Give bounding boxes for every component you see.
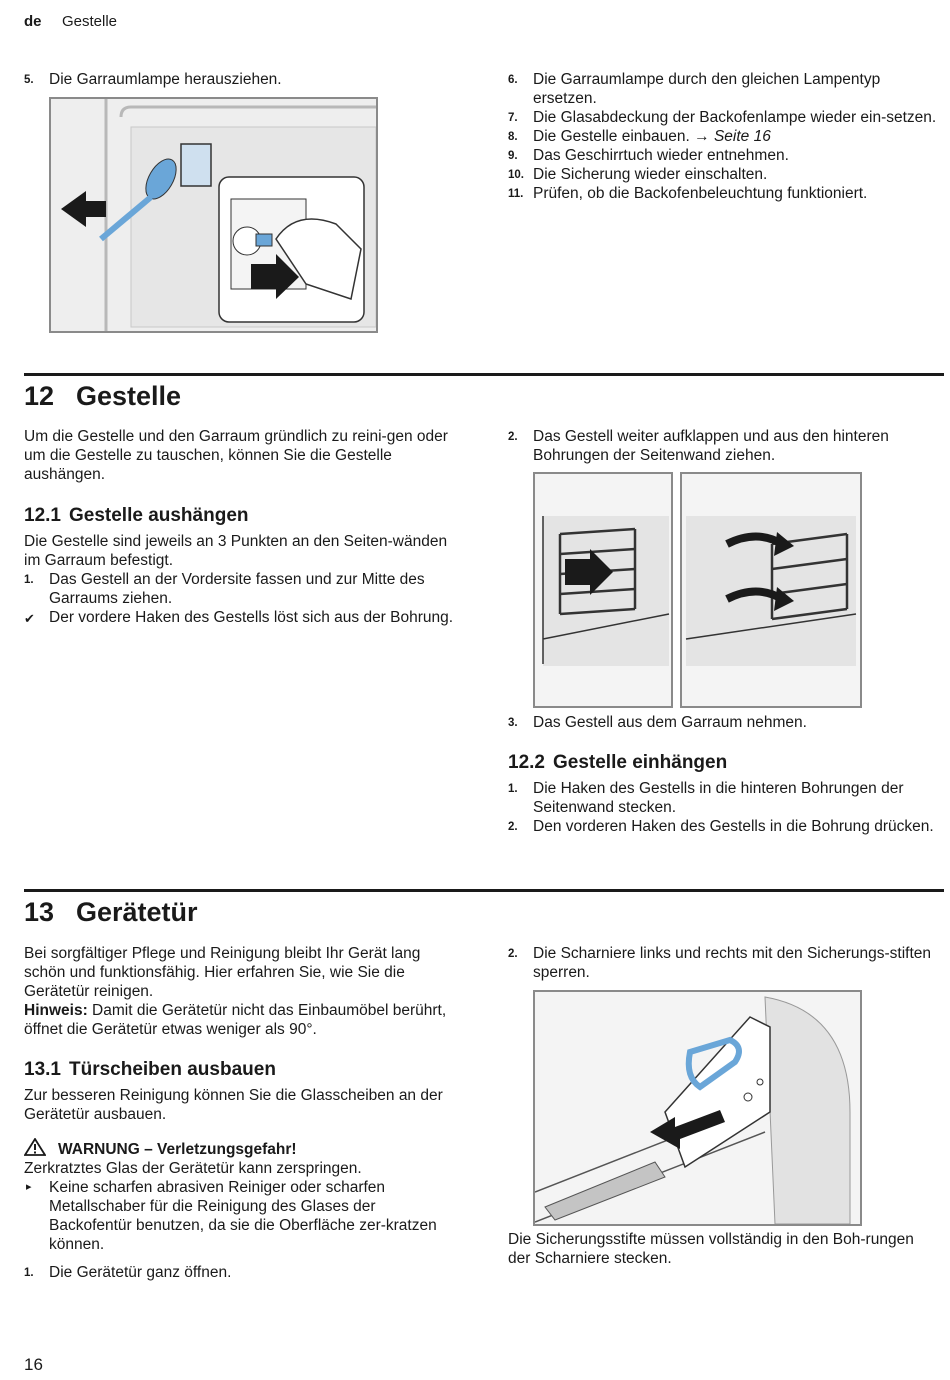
lamp-removal-figure	[49, 97, 378, 333]
step-7	[508, 108, 940, 127]
step-text: Das Gestell aus dem Garraum nehmen.	[533, 714, 807, 731]
subsection-13-1-heading	[24, 1058, 454, 1082]
section-13-left	[24, 944, 454, 1282]
note-label: Hinweis:	[24, 1002, 88, 1019]
section-13-right	[508, 944, 940, 982]
section-12-intro: Um die Gestelle und den Garraum gründlich zu reini-gen oder um die Gestelle zu tauschen, können Sie die Gestelle aushängen.	[24, 428, 448, 483]
step-number: 1.	[508, 783, 518, 795]
step-number: 2.	[508, 821, 518, 833]
step-number: 9.	[508, 150, 518, 162]
step-10	[508, 165, 940, 184]
step-5	[24, 70, 454, 89]
step-number: 8.	[508, 131, 518, 143]
warning-bullet	[24, 1178, 454, 1254]
step-text: Die Haken des Gestells in die hinteren Bohrungen der Seitenwand stecken.	[533, 780, 904, 816]
running-header-title: Gestelle	[62, 13, 118, 30]
step-6	[508, 70, 940, 108]
step-2	[508, 944, 940, 982]
section-12-right	[508, 427, 940, 465]
warning-title-row	[24, 1138, 454, 1159]
subsection-title: Gestelle einhängen	[552, 752, 728, 773]
warning-triangle-icon	[24, 1138, 46, 1156]
step-text: Die Sicherung wieder einschalten.	[533, 166, 768, 183]
step-text: Prüfen, ob die Backofenbeleuchtung funktioniert.	[533, 185, 868, 202]
warning-text: Zerkratztes Glas der Gerätetür kann zerspringen.	[24, 1160, 362, 1177]
subsection-12-2-heading	[508, 751, 940, 775]
step-11	[508, 184, 940, 203]
step-text: Die Garraumlampe durch den gleichen Lampentyp ersetzen.	[533, 71, 881, 107]
note-text: Damit die Gerätetür nicht das Einbaumöbel berührt, öffnet die Gerätetür etwas weniger als 90°.	[24, 1002, 447, 1038]
step-number: 3.	[508, 717, 518, 729]
section-12-left	[24, 427, 454, 627]
step-2	[508, 817, 940, 836]
subsection-title: Türscheiben ausbauen	[68, 1059, 276, 1080]
page-number: 16	[24, 1355, 43, 1374]
section-12-right-lower	[508, 713, 940, 836]
step-number: 5.	[24, 74, 34, 86]
step-number: 10.	[508, 169, 524, 181]
step-text: Das Gestell an der Vordersite fassen und zur Mitte des Garraums ziehen.	[49, 571, 425, 607]
section-divider	[24, 373, 944, 376]
step-number: 2.	[508, 948, 518, 960]
section-13-intro: Bei sorgfältiger Pflege und Reinigung bleibt Ihr Gerät lang schön und funktionsfähig. Hier erfahren Sie, wie Sie die Gerätetür reinigen.	[24, 945, 421, 1000]
result-text: Der vordere Haken des Gestells löst sich aus der Bohrung.	[49, 609, 454, 626]
result-item	[24, 608, 454, 627]
step-text: Das Geschirrtuch wieder entnehmen.	[533, 147, 789, 164]
checkmark-icon: ✔	[24, 611, 35, 626]
section-12-heading	[24, 380, 181, 412]
subsection-number: 12.2	[508, 752, 545, 773]
note-paragraph	[24, 1001, 454, 1039]
step-text: Den vorderen Haken des Gestells in die Bohrung drücken.	[533, 818, 934, 835]
subsection-number: 13.1	[24, 1059, 61, 1080]
subsection-title: Gestelle aushängen	[68, 505, 249, 526]
rack-pull-illustration	[535, 474, 671, 706]
subsection-12-1-heading	[24, 504, 454, 528]
step-text: Die Glasabdeckung der Backofenlampe wieder ein-setzen.	[533, 109, 937, 126]
hinge-lock-figure	[533, 990, 862, 1226]
hinge-note	[508, 1230, 940, 1268]
step-9	[508, 146, 940, 165]
hinge-note-text: Die Sicherungsstifte müssen vollständig in den Boh-rungen der Scharniere stecken.	[508, 1231, 914, 1267]
step-3	[508, 713, 940, 732]
step-1	[508, 779, 940, 817]
step-text: Die Gerätetür ganz öffnen.	[49, 1264, 232, 1281]
rack-lift-illustration	[682, 474, 860, 706]
step-text: Die Gestelle einbauen. →	[533, 128, 714, 145]
step-number: 1.	[24, 1267, 34, 1279]
top-steps-list	[508, 70, 940, 203]
rack-lift-figure	[680, 472, 862, 708]
step-1	[24, 1263, 454, 1282]
step-8	[508, 127, 940, 146]
step-number: 6.	[508, 74, 518, 86]
warning-box	[24, 1138, 454, 1254]
step-text: Die Garraumlampe herausziehen.	[49, 71, 282, 88]
step-text: Das Gestell weiter aufklappen und aus den hinteren Bohrungen der Seitenwand ziehen.	[533, 428, 889, 464]
step-number: 11.	[508, 188, 524, 200]
step-1	[24, 570, 454, 608]
bullet-text: Keine scharfen abrasiven Reiniger oder scharfen Metallschaber für die Reinigung des Glases der Backofentür benutzen, da sie die Oberfläche zer-kratzen können.	[49, 1179, 437, 1253]
step-number: 1.	[24, 574, 34, 586]
section-number: 13	[24, 897, 55, 927]
subsection-13-1-text: Zur besseren Reinigung können Sie die Glasscheiben an der Gerätetür ausbauen.	[24, 1087, 443, 1123]
page-reference-link[interactable]: Seite 16	[713, 128, 771, 145]
lamp-removal-illustration	[51, 99, 376, 331]
subsection-number: 12.1	[24, 505, 61, 526]
subsection-12-1-text: Die Gestelle sind jeweils an 3 Punkten an den Seiten-wänden im Garraum befestigt.	[24, 533, 448, 569]
warning-title: WARNUNG – Verletzungsgefahr!	[58, 1141, 297, 1158]
section-divider	[24, 889, 944, 892]
section-13-heading	[24, 896, 198, 928]
step-number: 2.	[508, 431, 518, 443]
section-title: Gerätetür	[76, 897, 198, 927]
rack-pull-figure	[533, 472, 673, 708]
step-2	[508, 427, 940, 465]
hinge-lock-illustration	[535, 992, 860, 1224]
triangle-bullet-icon: ▸	[26, 1181, 32, 1193]
language-code: de	[24, 13, 42, 30]
section-number: 12	[24, 381, 55, 411]
step-text: Die Scharniere links und rechts mit den Sicherungs-stiften sperren.	[533, 945, 932, 981]
step-number: 7.	[508, 112, 518, 124]
section-title: Gestelle	[76, 381, 182, 411]
